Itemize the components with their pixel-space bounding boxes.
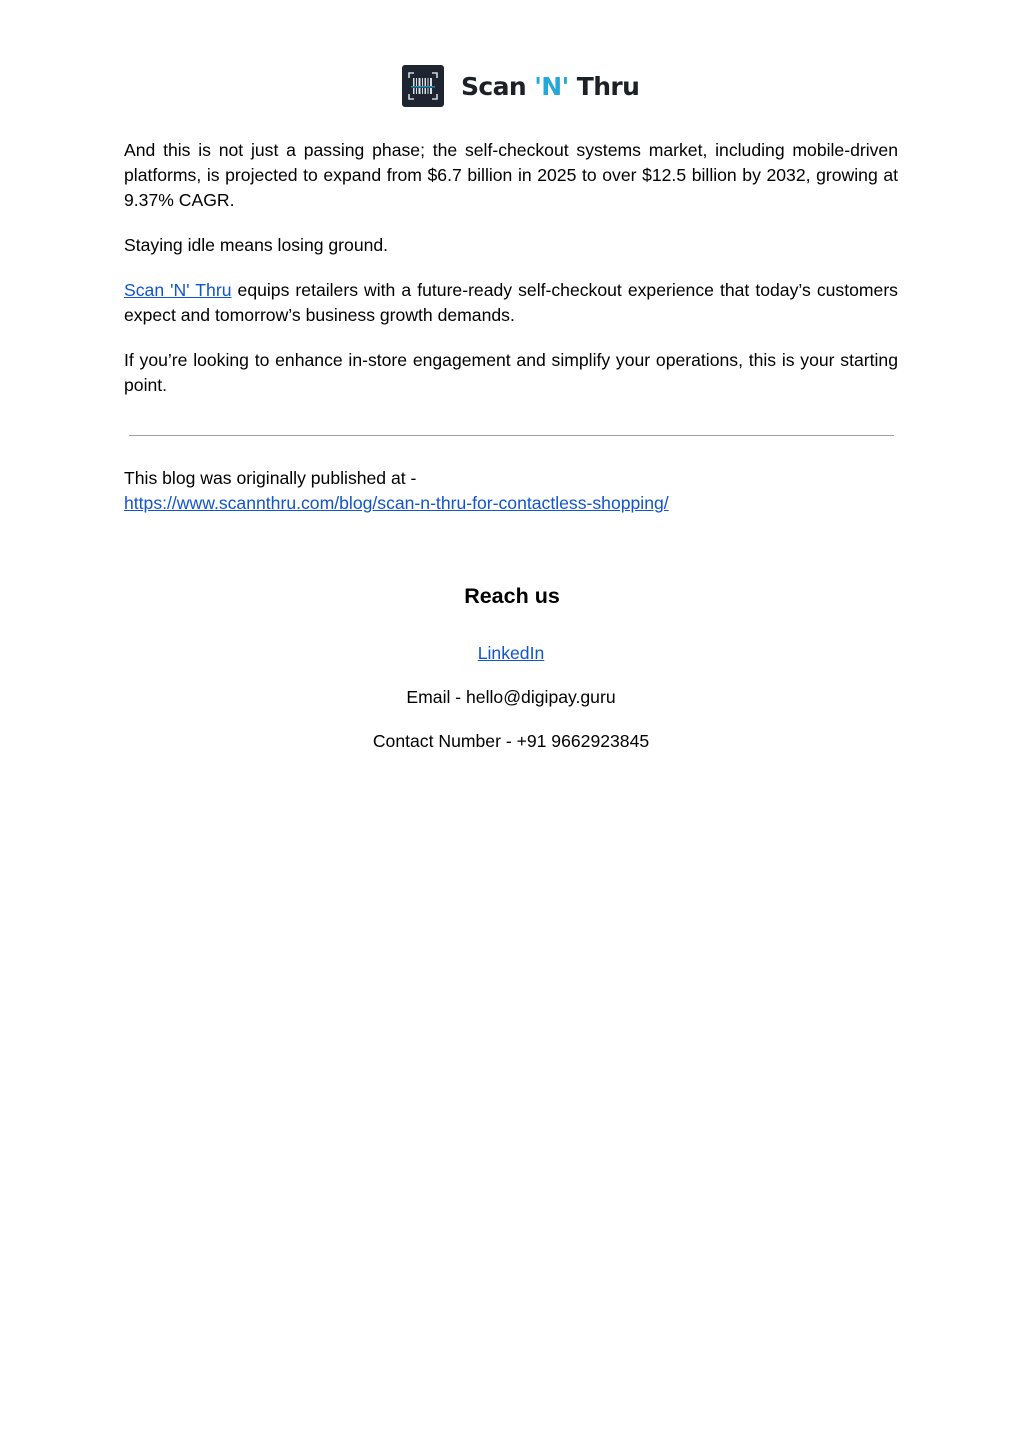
logo-wordmark <box>461 72 639 101</box>
linkedin-link[interactable]: LinkedIn <box>477 643 545 663</box>
paragraph-scan-n-thru-text: equips retailers with a future-ready self-checkout experience that today’s customers expect and tomorrow’s business growth demands. <box>124 280 898 325</box>
scan-n-thru-link[interactable]: Scan 'N' Thru <box>124 280 232 300</box>
publication-url-link[interactable]: https://www.scannthru.com/blog/scan-n-thru-for-contactless-shopping/ <box>124 493 669 513</box>
publication-note <box>124 466 898 516</box>
logo-word-accent: 'N' <box>534 71 569 101</box>
paragraph-market-growth: And this is not just a passing phase; the self-checkout systems market, including mobile-driven platforms, is projected to expand from $6.7 billion in 2025 to over $12.5 billion by 2032, growing at 9.37% CAGR. <box>124 140 898 210</box>
contact-number-line: Contact Number - +91 9662923845 <box>372 731 650 751</box>
reach-us-section <box>0 582 1024 751</box>
barcode-scan-icon <box>402 65 444 107</box>
scan-n-thru-logo <box>402 64 639 108</box>
reach-us-heading: Reach us <box>464 584 560 608</box>
horizontal-divider <box>129 435 894 436</box>
linkedin-line <box>0 641 1022 666</box>
paragraph-starting-point: If you’re looking to enhance in-store engagement and simplify your operations, this is your starting point. <box>124 350 898 395</box>
logo-word-end: Thru <box>568 71 640 101</box>
article-body <box>124 138 898 418</box>
email-line: Email - hello@digipay.guru <box>406 687 616 707</box>
paragraph-staying-idle: Staying idle means losing ground. <box>124 235 389 255</box>
logo-word-main: Scan <box>461 71 535 101</box>
publication-label: This blog was originally published at - <box>124 468 417 488</box>
paragraph-scan-n-thru <box>124 278 898 328</box>
